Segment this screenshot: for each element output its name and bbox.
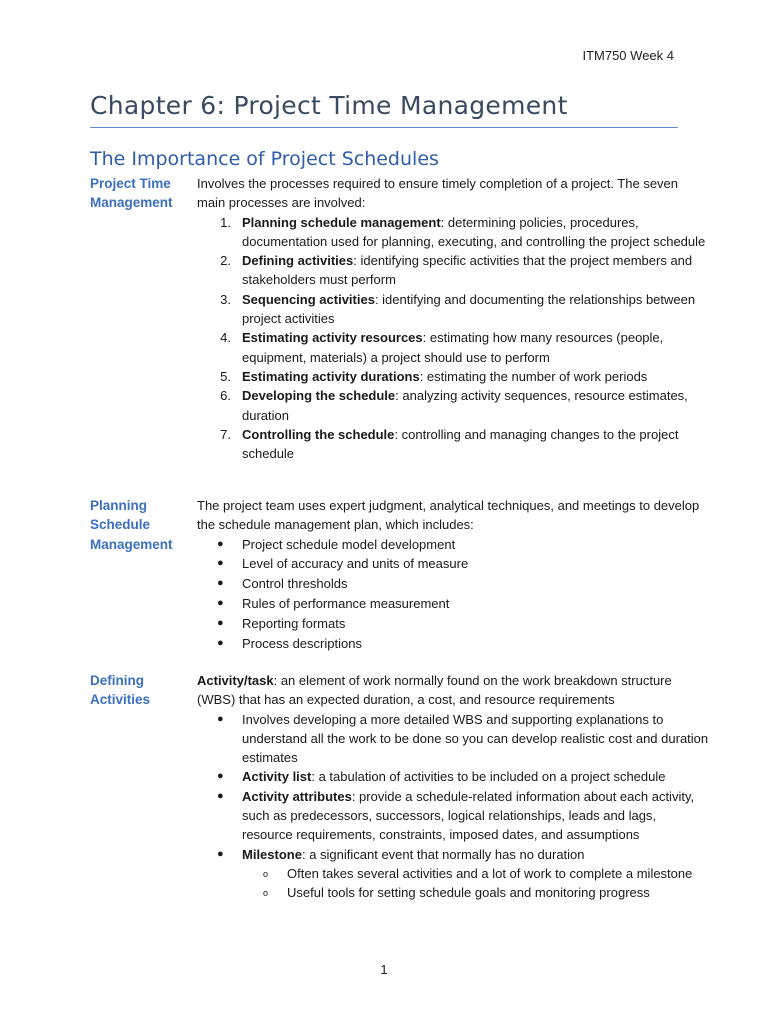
list-term: Controlling the schedule xyxy=(242,426,395,442)
bullet-icon: ● xyxy=(217,636,224,649)
list-item xyxy=(197,213,709,252)
title-underline xyxy=(90,127,678,128)
page-header-course: ITM750 Week 4 xyxy=(582,48,674,63)
bullet-icon: ● xyxy=(217,789,224,802)
list-text: : a tabulation of activities to be included on a project schedule xyxy=(311,769,666,785)
ptm-process-list xyxy=(197,213,709,464)
list-item xyxy=(197,328,709,367)
list-item xyxy=(197,367,709,386)
sub-list-item xyxy=(197,864,709,883)
list-text: Level of accuracy and units of measure xyxy=(242,556,469,572)
list-item xyxy=(197,594,709,614)
list-number: 5. xyxy=(220,368,231,384)
list-term: Activity attributes xyxy=(242,788,352,804)
bullet-icon: ● xyxy=(217,847,224,860)
list-item xyxy=(197,554,709,574)
list-number: 3. xyxy=(220,291,231,307)
list-text: Control thresholds xyxy=(242,576,348,592)
list-item xyxy=(197,535,709,555)
list-number: 4. xyxy=(220,330,231,346)
side-label-defining-activities: Defining Activities xyxy=(90,673,151,708)
sub-list-item xyxy=(197,883,709,902)
list-item xyxy=(197,634,709,654)
hollow-bullet-icon: o xyxy=(263,868,269,879)
list-text: Process descriptions xyxy=(242,635,362,651)
sub-list-text: Often takes several activities and a lot of work to complete a milestone xyxy=(287,865,693,881)
list-item xyxy=(197,425,709,464)
list-text: Rules of performance measurement xyxy=(242,595,450,611)
sub-list-text: Useful tools for setting schedule goals and monitoring progress xyxy=(287,885,650,901)
psm-intro: The project team uses expert judgment, analytical techniques, and meetings to develop the schedule management plan, which includes: xyxy=(197,498,700,533)
chapter-title: Chapter 6: Project Time Management xyxy=(90,91,568,120)
list-number: 2. xyxy=(220,253,231,269)
list-text: : identifying specific activities that the project members and stakeholders must perform xyxy=(242,253,693,288)
list-text: Project schedule model development xyxy=(242,536,456,552)
ptm-intro: Involves the processes required to ensure timely completion of a project. The seven main processes are involved: xyxy=(197,176,679,211)
list-term: Activity list xyxy=(242,769,312,785)
bullet-icon: ● xyxy=(217,596,224,609)
list-item xyxy=(197,710,709,768)
list-text: : determining policies, procedures, documentation used for planning, executing, and controlling the project schedule xyxy=(242,214,706,249)
list-number: 7. xyxy=(220,426,231,442)
ptm-content xyxy=(197,174,709,463)
bullet-icon: ● xyxy=(217,770,224,783)
list-text: Involves developing a more detailed WBS and supporting explanations to understand all the work to be done so you can develop realistic cost and duration estimates xyxy=(242,711,709,766)
list-term: Sequencing activities xyxy=(242,291,375,307)
list-item xyxy=(197,574,709,594)
list-item xyxy=(197,386,709,425)
list-text: : estimating the number of work periods xyxy=(419,368,648,384)
list-item xyxy=(197,290,709,329)
bullet-icon: ● xyxy=(217,537,224,550)
list-text: Reporting formats xyxy=(242,615,346,631)
list-term: Estimating activity resources xyxy=(242,330,423,346)
side-label-project-time-management: Project Time Management xyxy=(90,176,173,211)
psm-content xyxy=(197,496,709,653)
section-heading: The Importance of Project Schedules xyxy=(90,148,439,170)
list-term: Milestone xyxy=(242,846,302,862)
list-item xyxy=(197,767,709,786)
bullet-icon: ● xyxy=(217,557,224,570)
list-text: : estimating how many resources (people, equipment, materials) a project should use to perform xyxy=(242,330,664,365)
bullet-icon: ● xyxy=(217,616,224,629)
list-text: : a significant event that normally has no duration xyxy=(301,846,585,862)
da-content xyxy=(197,671,709,903)
list-text: : controlling and managing changes to the project schedule xyxy=(242,426,679,462)
da-bullet-list xyxy=(197,710,709,903)
list-item xyxy=(197,845,709,864)
da-intro-text: : an element of work normally found on the work breakdown structure (WBS) that has an expected duration, a cost, and resource requirements xyxy=(197,673,672,708)
bullet-icon: ● xyxy=(217,577,224,590)
list-text: : identifying and documenting the relationships between project activities xyxy=(242,291,696,327)
list-text: : analyzing activity sequences, resource estimates, duration xyxy=(242,388,688,423)
da-intro-term: Activity/task xyxy=(197,673,274,688)
list-term: Defining activities xyxy=(242,253,354,269)
side-label-planning-schedule-management: Planning Schedule Management xyxy=(90,498,173,552)
list-item xyxy=(197,787,709,845)
list-term: Developing the schedule xyxy=(242,388,396,404)
page-number: 1 xyxy=(380,962,388,977)
list-number: 6. xyxy=(220,388,231,404)
list-item xyxy=(197,251,709,290)
list-term: Estimating activity durations xyxy=(242,368,420,384)
psm-bullet-list xyxy=(197,535,709,654)
bullet-icon: ● xyxy=(217,712,224,725)
list-number: 1. xyxy=(220,214,231,230)
hollow-bullet-icon: o xyxy=(263,888,269,899)
list-term: Planning schedule management xyxy=(242,214,441,230)
list-item xyxy=(197,614,709,634)
list-text: : provide a schedule-related information about each activity, such as predecessors, successors, logical relationships, leads and lags, resource requirements, constraints, imposed dates, and assumptions xyxy=(242,788,695,843)
da-intro xyxy=(197,671,709,710)
